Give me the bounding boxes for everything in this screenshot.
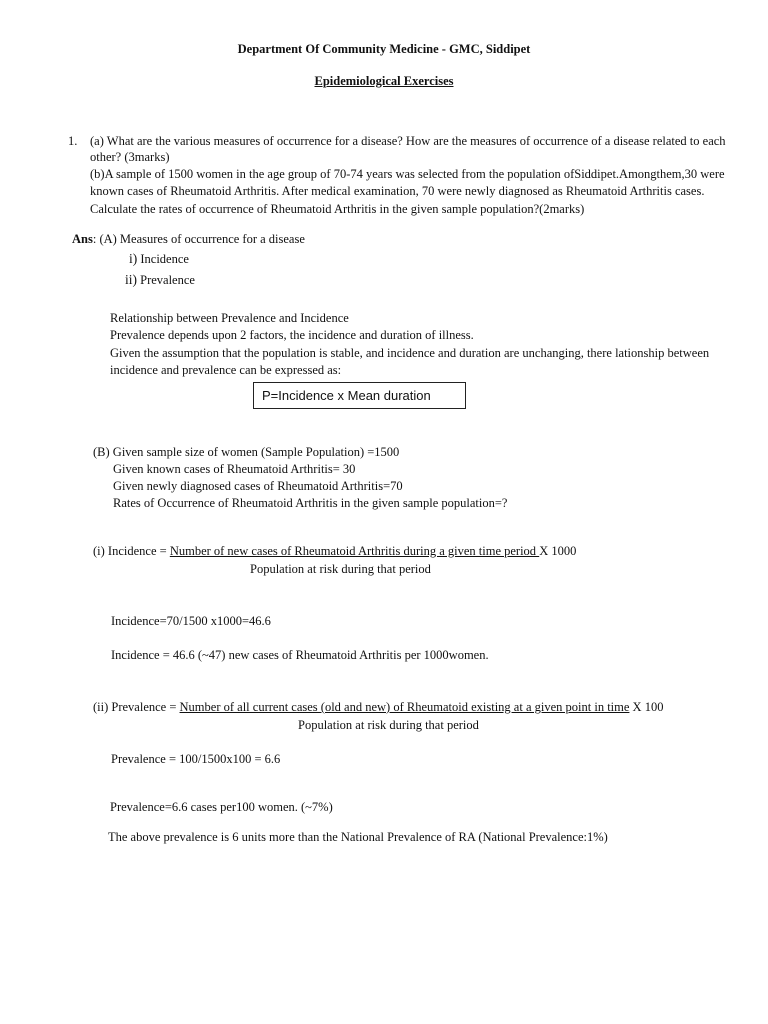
- prevalence-result: Prevalence=6.6 cases per100 women. (~7%): [110, 800, 333, 814]
- measure-item-number: ii): [125, 272, 137, 287]
- national-prevalence-note: The above prevalence is 6 units more than the National Prevalence of RA (National Prevalence:1%): [108, 830, 608, 844]
- relationship-line-2: Prevalence depends upon 2 factors, the incidence and duration of illness.: [110, 328, 474, 342]
- relationship-line-3: Given the assumption that the population is stable, and incidence and duration are unchanging, there lationship between: [110, 346, 710, 360]
- incidence-formula: [93, 543, 576, 560]
- page-title: Epidemiological Exercises: [314, 74, 454, 88]
- given-new-cases: Given newly diagnosed cases of Rheumatoid Arthritis=70: [113, 479, 403, 493]
- relationship-line-4: incidence and prevalence can be expressed as:: [110, 363, 342, 377]
- prevalence-denominator: Population at risk during that period: [298, 718, 479, 732]
- incidence-calculation: Incidence=70/1500 x1000=46.6: [111, 614, 271, 628]
- measure-item-label: Incidence: [140, 252, 189, 266]
- question-line-4: known cases of Rheumatoid Arthritis. After medical examination, 70 were newly diagnosed as Rheumatoid Arthritis cases.: [90, 184, 705, 198]
- ans-label: Ans: [72, 232, 93, 246]
- incidence-numerator: Number of new cases of Rheumatoid Arthritis during a given time period: [169, 544, 540, 558]
- measure-item-label: Prevalence: [140, 273, 195, 287]
- prevalence-calculation: Prevalence = 100/1500x100 = 6.6: [111, 752, 281, 766]
- incidence-formula-prefix: (i) Incidence =: [93, 544, 170, 558]
- question-line-2: other? (3marks): [90, 150, 170, 164]
- prevalence-multiplier: X 100: [629, 700, 664, 714]
- answer-intro: [72, 231, 305, 248]
- rates-question: Rates of Occurrence of Rheumatoid Arthritis in the given sample population=?: [113, 496, 508, 510]
- prevalence-formula: [93, 699, 663, 716]
- question-line-1: (a) What are the various measures of occurrence for a disease? How are the measures of occurrence of a disease related to each: [90, 134, 726, 148]
- department-heading: Department Of Community Medicine - GMC, Siddipet: [237, 42, 531, 56]
- question-line-3: (b)A sample of 1500 women in the age group of 70-74 years was selected from the population ofSiddipet.Amongthem,30 were: [90, 167, 725, 181]
- measure-item-incidence: [129, 250, 189, 268]
- relationship-heading: Relationship between Prevalence and Incidence: [110, 311, 349, 325]
- question-number: 1.: [68, 134, 78, 148]
- incidence-denominator: Population at risk during that period: [250, 562, 431, 576]
- given-sample-size: (B) Given sample size of women (Sample Population) =1500: [93, 445, 400, 459]
- question-line-5: Calculate the rates of occurrence of Rheumatoid Arthritis in the given sample population?(2marks): [90, 202, 585, 216]
- given-known-cases: Given known cases of Rheumatoid Arthritis= 30: [113, 462, 356, 476]
- formula-box: [253, 382, 466, 409]
- measure-item-number: i): [129, 251, 138, 266]
- prevalence-formula-prefix: (ii) Prevalence =: [93, 700, 180, 714]
- incidence-multiplier: X 1000: [539, 544, 577, 558]
- formula-text: P=Incidence x Mean duration: [262, 388, 431, 403]
- measure-item-prevalence: [125, 271, 195, 289]
- answer-a-heading: : (A) Measures of occurrence for a disease: [92, 232, 305, 246]
- incidence-result: Incidence = 46.6 (~47) new cases of Rheumatoid Arthritis per 1000women.: [111, 648, 489, 662]
- prevalence-numerator: Number of all current cases (old and new) of Rheumatoid existing at a given point in time: [179, 700, 630, 714]
